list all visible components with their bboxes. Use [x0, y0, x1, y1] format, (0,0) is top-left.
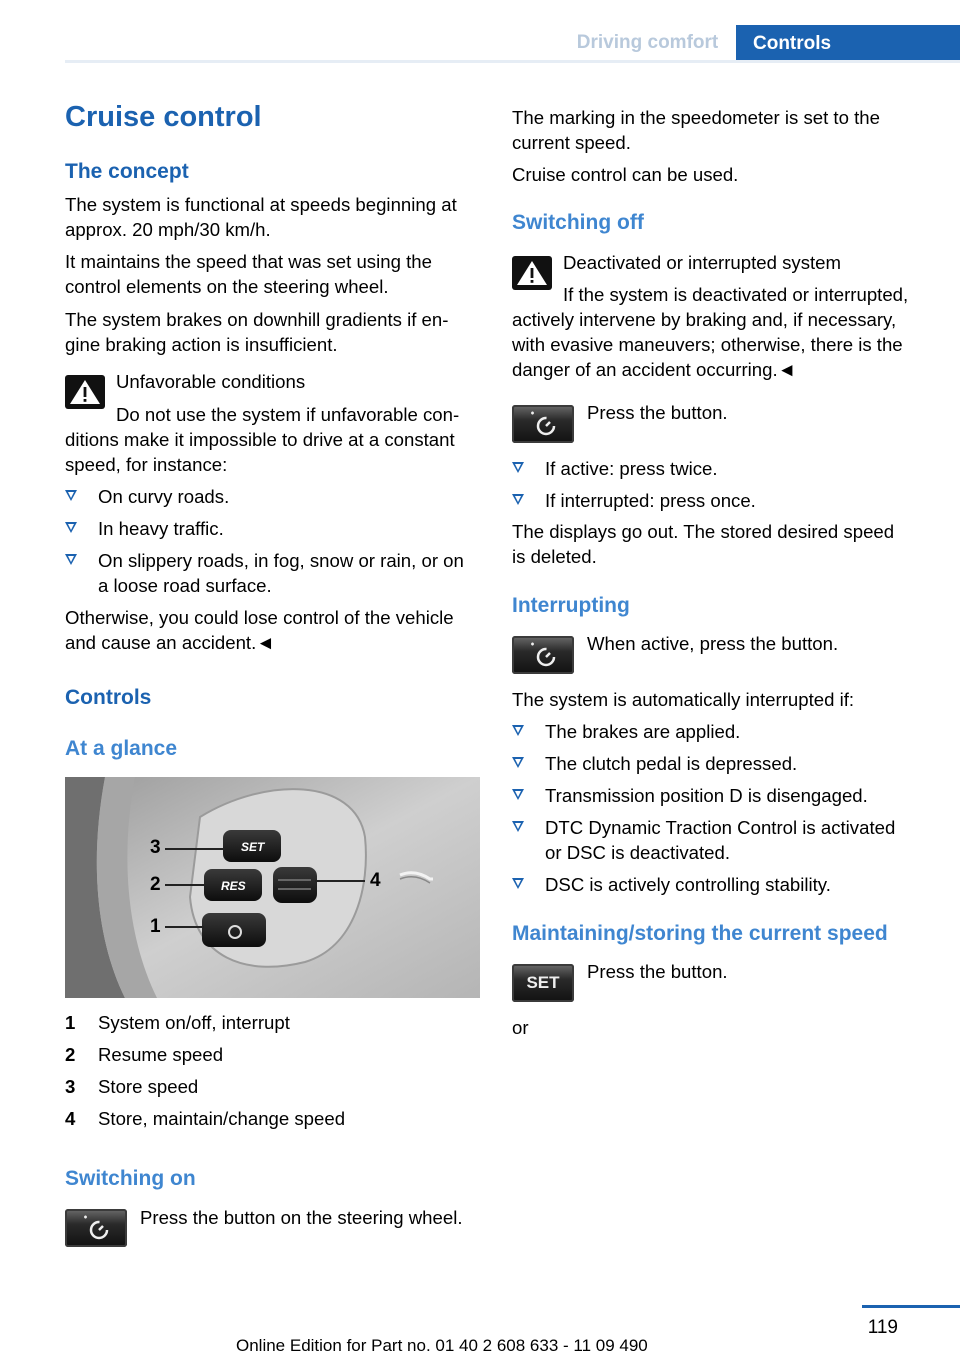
- right-p1-l2: current speed.: [512, 132, 631, 153]
- bullet-icon: [65, 554, 77, 565]
- displays-l1: The displays go out. The stored desired speed: [512, 521, 895, 542]
- legend-num: 2: [65, 1044, 76, 1065]
- legend-num: 4: [65, 1108, 76, 1129]
- set-button-icon: [512, 964, 574, 1002]
- right-p1-l1: The marking in the speedometer is set to the: [512, 107, 880, 128]
- warning-icon: [65, 375, 105, 409]
- callout-3: 3: [150, 837, 161, 858]
- press-button-text-2: Press the button.: [587, 961, 728, 982]
- legend-num: 1: [65, 1012, 76, 1033]
- concept-p3-l2: gine braking action is insufficient.: [65, 334, 338, 355]
- cruise-control-button-icon: [65, 1209, 127, 1247]
- warn-line-2: actively intervene by braking and, if necessary,: [512, 309, 897, 330]
- header-section[interactable]: Driving comfort: [576, 32, 719, 53]
- bullet-icon: [65, 490, 77, 501]
- displays-l2: is deleted.: [512, 546, 597, 567]
- bullet-icon: [512, 878, 524, 889]
- header-chapter[interactable]: Controls: [736, 25, 960, 63]
- auto-text: The system is automatically interrupted if:: [512, 689, 855, 710]
- warning-end-l1: Otherwise, you could lose control of the vehicle: [65, 607, 454, 628]
- warning-line-1: Do not use the system if unfavorable con‐: [116, 404, 460, 425]
- res-button-label: RES: [221, 879, 246, 893]
- callout-4: 4: [370, 870, 381, 891]
- warn-line-4: danger of an accident occurring.◄: [512, 359, 797, 380]
- legend-text: Store speed: [98, 1076, 199, 1097]
- bullet-icon: [512, 462, 524, 473]
- page-number: 119: [867, 1317, 898, 1338]
- footer-rule: [862, 1305, 960, 1308]
- bullet-icon: [512, 789, 524, 800]
- concept-p2-l1: It maintains the speed that was set using the: [65, 251, 432, 272]
- legend-text: Store, maintain/change speed: [98, 1108, 346, 1129]
- warn-title: Deactivated or interrupted system: [563, 252, 841, 273]
- list-item-continued: or DSC is deactivated.: [545, 842, 730, 863]
- press-button-text: Press the button.: [587, 402, 728, 423]
- header-rule: [65, 60, 960, 63]
- cruise-control-button-icon: [512, 405, 574, 443]
- set-button-icon-label: SET: [526, 973, 560, 992]
- right-p2: Cruise control can be used.: [512, 164, 739, 185]
- list-item: Transmission position D is disengaged.: [512, 783, 868, 808]
- legend-num: 3: [65, 1076, 76, 1097]
- interrupt-text: When active, press the button.: [587, 633, 839, 654]
- list-item: The brakes are applied.: [512, 719, 740, 744]
- bullet-icon: [65, 522, 77, 533]
- bullet-icon: [512, 494, 524, 505]
- set-button-label: SET: [241, 840, 265, 854]
- warning-line-3: speed, for instance:: [65, 454, 228, 475]
- warn-line-1: If the system is deactivated or interrupted,: [563, 284, 909, 305]
- concept-p1-l2: approx. 20 mph/30 km/h.: [65, 219, 271, 240]
- bullet-icon: [512, 821, 524, 832]
- switching-off-heading: Switching off: [512, 211, 644, 234]
- concept-p1-l1: The system is functional at speeds beginning at: [65, 194, 457, 215]
- list-item: On slippery roads, in fog, snow or rain, or on: [65, 548, 464, 573]
- concept-p3-l1: The system brakes on downhill gradients if en‐: [65, 309, 449, 330]
- bullet-icon: [512, 725, 524, 736]
- list-item: If interrupted: press once.: [512, 488, 756, 513]
- list-item: The clutch pedal is depressed.: [512, 751, 797, 776]
- footer-edition: Online Edition for Part no. 01 40 2 608 633 - 11 09 490: [236, 1336, 648, 1355]
- maintain-heading: Maintaining/storing the current speed: [512, 922, 888, 945]
- bullet-icon: [512, 757, 524, 768]
- cruise-control-button-icon: [512, 636, 574, 674]
- page-title: Cruise control: [65, 101, 262, 133]
- page-header: [0, 25, 960, 63]
- legend-text: System on/off, interrupt: [98, 1012, 290, 1033]
- at-a-glance-heading: At a glance: [65, 737, 178, 760]
- concept-heading: The concept: [65, 160, 189, 183]
- callout-2: 2: [150, 874, 161, 895]
- list-item: DSC is actively controlling stability.: [512, 872, 831, 897]
- callout-1: 1: [150, 916, 161, 937]
- list-item: If active: press twice.: [512, 456, 718, 481]
- warning-end-l2: and cause an accident.◄: [65, 632, 275, 653]
- list-item-continued: a loose road surface.: [98, 575, 272, 596]
- warn-line-3: with evasive maneuvers; otherwise, there is the: [512, 334, 903, 355]
- switching-on-heading: Switching on: [65, 1167, 196, 1190]
- steering-wheel-illustration: [65, 777, 480, 998]
- list-item: On curvy roads.: [65, 484, 229, 509]
- concept-p2-l2: control elements on the steering wheel.: [65, 276, 389, 297]
- controls-heading: Controls: [65, 686, 152, 709]
- warning-icon: [512, 256, 552, 290]
- list-item: In heavy traffic.: [65, 516, 224, 541]
- or-text: or: [512, 1017, 529, 1038]
- warning-title: Unfavorable conditions: [116, 371, 306, 392]
- warning-line-2: ditions make it impossible to drive at a constant: [65, 429, 455, 450]
- list-item: DTC Dynamic Traction Control is activated: [512, 815, 895, 840]
- steering-wheel-photo: [65, 777, 480, 998]
- interrupting-heading: Interrupting: [512, 594, 630, 617]
- legend-text: Resume speed: [98, 1044, 224, 1065]
- switching-on-text: Press the button on the steering wheel.: [140, 1207, 463, 1228]
